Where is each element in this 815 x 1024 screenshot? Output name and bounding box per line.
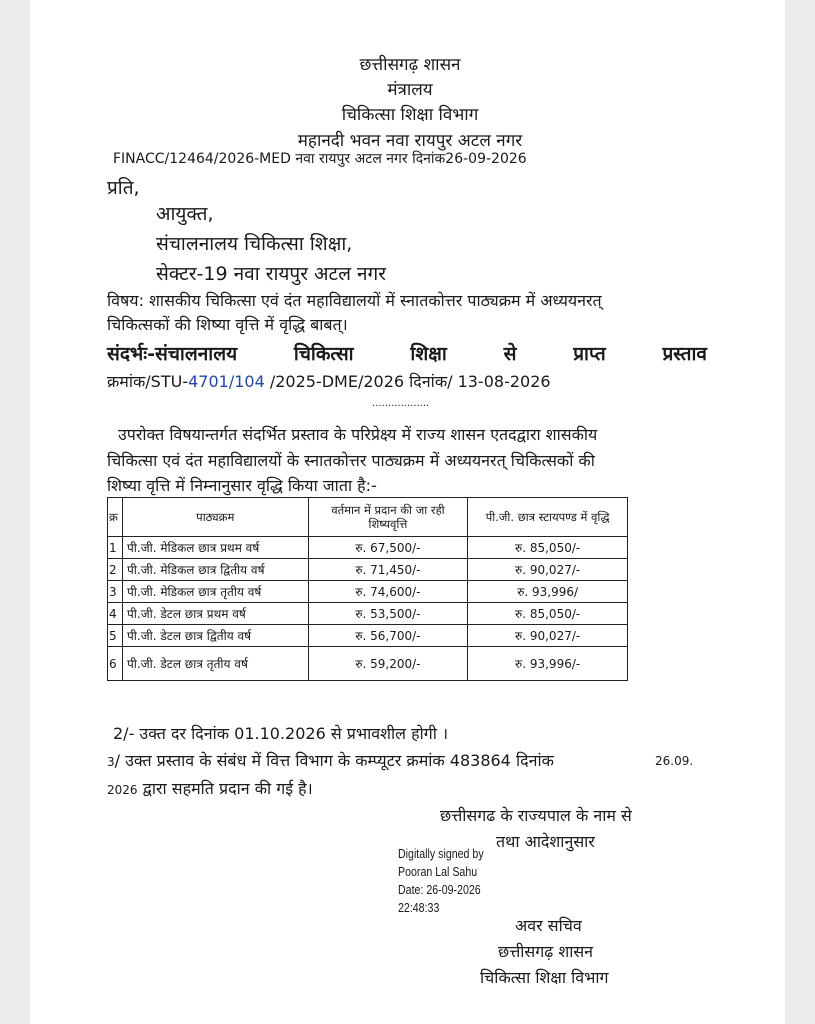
closing-line-1: छत्तीसगढ के राज्यपाल के नाम से	[440, 806, 632, 825]
row-course: पी.जी. डेटल छात्र द्वितीय वर्ष	[122, 625, 308, 647]
point-3-line-1	[107, 749, 554, 771]
point-2-effective-date: 2/- उक्त दर दिनांक 01.10.2026 से प्रभावशील होगी ।	[113, 724, 449, 743]
row-serial: 3	[108, 581, 123, 603]
row-course: पी.जी. मेडिकल छात्र द्वितीय वर्ष	[122, 559, 308, 581]
closing-line-2: तथा आदेशानुसार	[496, 832, 595, 851]
table-row	[108, 581, 628, 603]
point-3-text-2: द्वारा सहमति प्रदान की गई है।	[137, 779, 313, 798]
digital-signature-signer: Pooran Lal Sahu	[398, 865, 478, 879]
point-3-date-part-1: 26.09.	[655, 754, 694, 768]
table-row	[108, 647, 628, 681]
row-current-amount: रु. 71,450/-	[308, 559, 468, 581]
row-current-amount: रु. 67,500/-	[308, 537, 468, 559]
row-course: पी.जी. मेडिकल छात्र तृतीय वर्ष	[122, 581, 308, 603]
row-serial: 5	[108, 625, 123, 647]
row-serial: 1	[108, 537, 123, 559]
table-header-row	[108, 498, 628, 537]
order-reference-line: FINACC/12464/2026-MED नवा रायपुर अटल नगर दिनांक26-09-2026	[113, 151, 527, 167]
separator-dots: ..................	[372, 398, 430, 409]
row-course: पी.जी. मेडिकल छात्र प्रथम वर्ष	[122, 537, 308, 559]
point-3-date-part-2: 2026	[107, 783, 138, 797]
body-line-1: उपरोक्त विषयान्तर्गत संदर्भित प्रस्ताव के परिप्रेक्ष्य में राज्य शासन एतदद्वारा शासकीय	[118, 425, 598, 444]
row-revised-amount: रु. 93,996/-	[468, 647, 628, 681]
signatory-government: छत्तीसगढ़ शासन	[498, 942, 594, 961]
reference-word: प्राप्त	[573, 343, 606, 365]
row-course: पी.जी. डेटल छात्र तृतीय वर्ष	[122, 647, 308, 681]
stipend-table	[107, 497, 628, 681]
col-header-serial: क्र	[108, 498, 123, 537]
row-current-amount: रु. 53,500/-	[308, 603, 468, 625]
reference-word: संदर्भः-संचालनालय	[107, 343, 238, 365]
reference-word: शिक्षा	[410, 343, 447, 365]
digital-signature-date: Date: 26-09-2026	[398, 883, 481, 897]
table-row	[108, 559, 628, 581]
reference-number: 4701/104	[188, 372, 265, 391]
reference-prefix: क्रमांक/STU-	[107, 372, 189, 391]
digital-signature-line: Digitally signed by	[398, 847, 484, 861]
table-row	[108, 603, 628, 625]
col-header-course: पाठ्यक्रम	[122, 498, 308, 537]
table-row	[108, 537, 628, 559]
reference-word: प्रस्ताव	[662, 343, 707, 365]
col-header-current: वर्तमान में प्रदान की जा रही शिष्यवृत्ति	[308, 498, 468, 537]
recipient-address: सेक्टर-19 नवा रायपुर अटल नगर	[156, 263, 387, 285]
point-3-text: / उक्त प्रस्ताव के संबंध में वित्त विभाग के कम्प्यूटर क्रमांक 483864 दिनांक	[114, 751, 554, 770]
row-revised-amount: रु. 90,027/-	[468, 625, 628, 647]
row-revised-amount: रु. 85,050/-	[468, 537, 628, 559]
header-government: छत्तीसगढ़ शासन	[359, 55, 461, 75]
row-revised-amount: रु. 90,027/-	[468, 559, 628, 581]
recipient-office: संचालनालय चिकित्सा शिक्षा,	[156, 233, 353, 255]
row-serial: 4	[108, 603, 123, 625]
reference-suffix: /2025-DME/2026 दिनांक/ 13-08-2026	[264, 372, 551, 391]
row-course: पी.जी. डेटल छात्र प्रथम वर्ष	[122, 603, 308, 625]
subject-line-2: चिकित्सकों की शिष्या वृत्ति में वृद्धि बाबत्।	[107, 315, 348, 334]
header-ministry: मंत्रालय	[387, 80, 433, 100]
signatory-department: चिकित्सा शिक्षा विभाग	[480, 968, 609, 987]
reference-word: चिकित्सा	[293, 343, 354, 365]
header-department: चिकित्सा शिक्षा विभाग	[341, 105, 479, 125]
reference-word: से	[503, 343, 517, 365]
signatory-designation: अवर सचिव	[515, 916, 582, 935]
recipient-designation: आयुक्त,	[156, 203, 214, 225]
header-address: महानदी भवन नवा रायपुर अटल नगर	[297, 131, 523, 151]
body-line-2: चिकित्सा एवं दंत महाविद्यालयों के स्नातकोत्तर पाठ्यक्रम में अध्ययनरत् चिकित्सकों की	[107, 451, 595, 470]
point-3-line-2	[107, 777, 313, 799]
digital-signature-time: 22:48:33	[398, 901, 440, 915]
reference-line-1	[107, 340, 707, 366]
row-revised-amount: रु. 85,050/-	[468, 603, 628, 625]
row-current-amount: रु. 59,200/-	[308, 647, 468, 681]
subject-line-1: विषय: शासकीय चिकित्सा एवं दंत महाविद्यालयों में स्नातकोत्तर पाठ्यक्रम में अध्ययनरत्	[107, 291, 602, 310]
row-serial: 6	[108, 647, 123, 681]
row-serial: 2	[108, 559, 123, 581]
digital-signature-block	[398, 845, 484, 917]
body-line-3: शिष्या वृत्ति में निम्नानुसार वृद्धि किया जाता है:-	[107, 476, 377, 495]
to-label: प्रति,	[107, 177, 140, 199]
row-current-amount: रु. 56,700/-	[308, 625, 468, 647]
row-revised-amount: रु. 93,996/	[468, 581, 628, 603]
table-row	[108, 625, 628, 647]
reference-line-2	[107, 370, 551, 392]
row-current-amount: रु. 74,600/-	[308, 581, 468, 603]
col-header-revised: पी.जी. छात्र स्टायपण्ड में वृद्धि	[468, 498, 628, 537]
point-3-number: 3	[107, 755, 115, 769]
